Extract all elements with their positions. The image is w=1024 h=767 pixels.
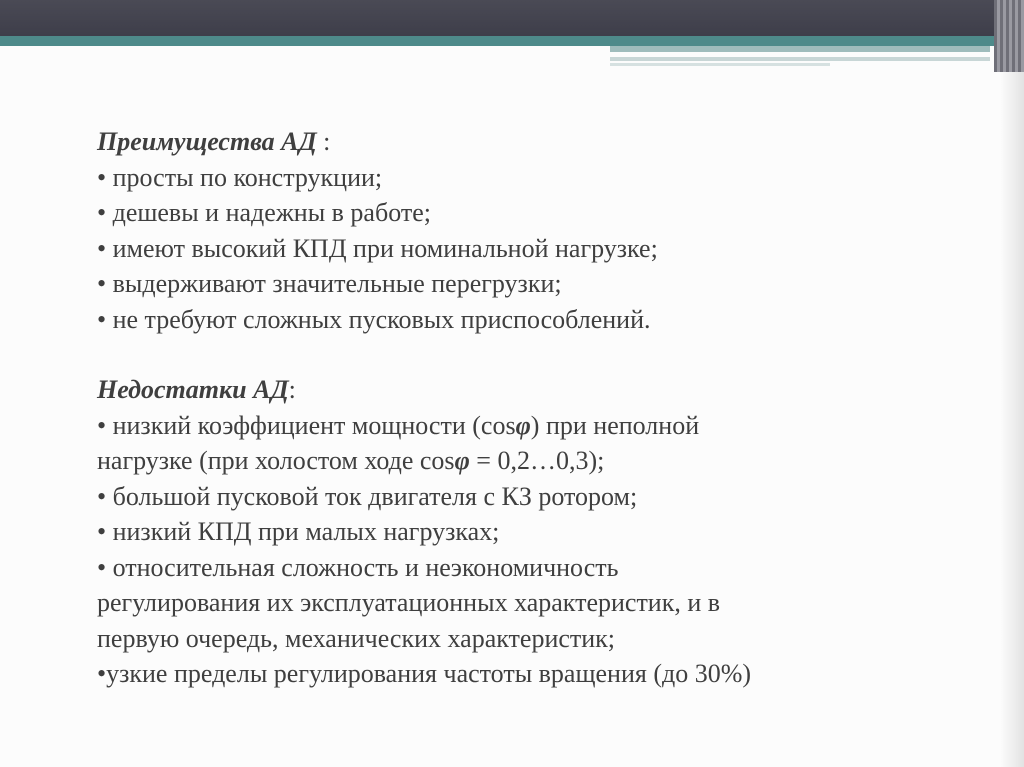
advantages-heading	[97, 124, 977, 160]
advantage-item: • имеют высокий КПД при номинальной нагрузке;	[97, 233, 658, 263]
header-edge-decor	[994, 0, 1024, 72]
slide-body	[97, 124, 977, 692]
disadvantage-item: •узкие пределы регулирования частоты вращения (до 30%)	[97, 659, 752, 688]
section-gap	[97, 337, 977, 372]
disadvantage-item: • относительная сложность и неэкономичность	[97, 552, 619, 582]
advantages-title: Преимущества АД	[97, 127, 317, 156]
phi-symbol: φ	[454, 446, 470, 475]
header-decor-stripe	[610, 57, 990, 61]
disadvantage-text: нагрузке (при холостом ходе cos	[97, 446, 455, 475]
advantage-item: • не требуют сложных пусковых приспособлений.	[97, 304, 651, 334]
disadvantage-item-cont: регулирования их эксплуатационных характеристик, и в	[97, 588, 721, 617]
disadvantage-item: • низкий КПД при малых нагрузках;	[97, 517, 500, 546]
disadvantage-item-cont: первую очередь, механических характеристик;	[97, 623, 616, 653]
disadvantage-item-power-factor	[97, 408, 977, 444]
disadvantage-text: = 0,2…0,3);	[469, 446, 605, 475]
header-decor-stripe	[610, 63, 830, 66]
header-band	[0, 0, 1024, 36]
disadvantage-item-power-factor-cont	[97, 443, 977, 479]
header-accent-stripe	[0, 36, 1024, 46]
disadvantage-text: ) при неполной	[530, 410, 700, 440]
header-decor-stripe	[610, 46, 990, 52]
advantage-item: • просты по конструкции;	[97, 162, 383, 192]
advantage-item: • выдерживают значительные перегрузки;	[97, 269, 562, 298]
disadvantage-text: • низкий коэффициент мощности (cos	[97, 410, 516, 440]
advantages-title-suffix: :	[316, 127, 331, 156]
phi-symbol: φ	[515, 410, 531, 440]
disadvantages-title: Недостатки АД	[97, 375, 289, 404]
page-edge-shadow	[1000, 72, 1024, 767]
disadvantages-heading	[97, 372, 977, 408]
advantage-item: • дешевы и надежны в работе;	[97, 198, 431, 227]
disadvantages-title-suffix: :	[288, 375, 296, 404]
disadvantage-item: • большой пусковой ток двигателя с КЗ ротором;	[97, 481, 638, 511]
